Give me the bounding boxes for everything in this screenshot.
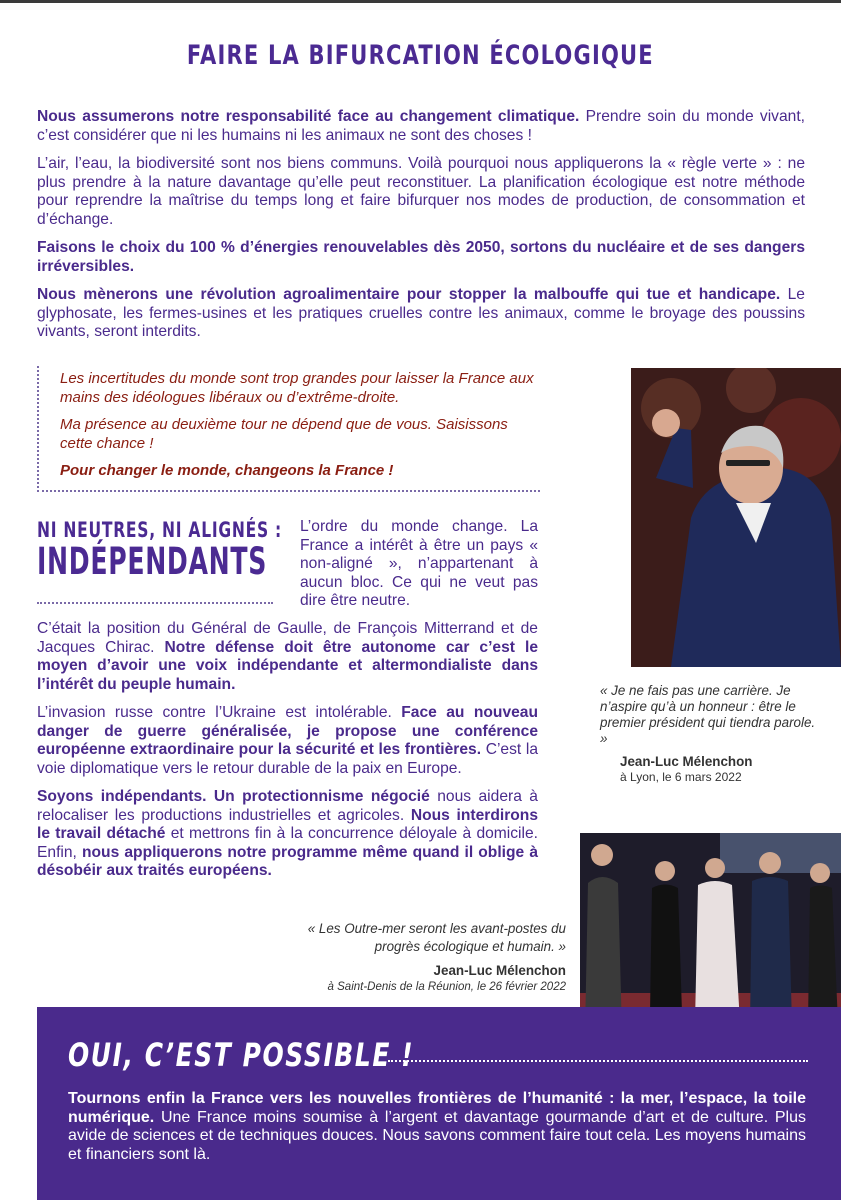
quote-line-2: Ma présence au deuxième tour ne dépend que de vous. Saisissons cette chance ! — [60, 416, 508, 452]
section-heading — [37, 518, 282, 583]
s2-p3-text-b: et mettrons fin à la concurrence déloyale à domicile. Enfin, — [37, 825, 538, 861]
intro-p4-rest: Le glyphosate, les fermes-usines et les pratiques cruelles contre les animaux, comme le broyage des poussins vivants, seront interdits. — [37, 286, 805, 340]
s2-p2-bold: Face au nouveau danger de guerre généralisée, je propose une conférence européenne extraordinaire pour la sécurité et les frontières. — [37, 704, 538, 758]
caption-2-quote: « Les Outre-mer seront les avant-postes du progrès écologique et humain. » — [307, 921, 566, 954]
intro-p4-bold: Nous mènerons une révolution agroalimentaire pour stopper la malbouffe qui tue et handicape. — [37, 286, 781, 303]
band-text — [68, 1090, 806, 1164]
band-divider — [388, 1060, 808, 1062]
section-paragraph-3 — [37, 788, 538, 881]
caption-1-quote: « Je ne fais pas une carrière. Je n’aspire qu’à un honneur : être le premier président qui tiendra parole. » — [600, 683, 816, 746]
intro-p1-bold: Nous assumerons notre responsabilité face au changement climatique. — [37, 108, 580, 125]
intro-paragraph-4 — [37, 286, 805, 342]
photo-caption-2 — [280, 920, 566, 994]
caption-2-name: Jean-Luc Mélenchon — [433, 963, 566, 978]
caption-1-name: Jean-Luc Mélenchon — [620, 754, 753, 769]
s2-p3-text-a: nous aidera à relocaliser les productions industrielles et agricoles. — [37, 788, 538, 824]
intro-p1-rest: Prendre soin du monde vivant, c’est considérer que ni les humains ni les animaux ne sont des choses ! — [37, 108, 805, 144]
section-body — [37, 620, 538, 891]
band-text-bold: Tournons enfin la France vers les nouvelles frontières de l’humanité : la mer, l’espace, la toile numérique. — [68, 1090, 806, 1126]
s2-p3-bold1: Soyons indépendants. Un protectionnisme négocié — [37, 788, 430, 805]
intro-paragraph-3: Faisons le choix du 100 % d’énergies renouvelables dès 2050, sortons du nucléaire et de ses dangers irréversibles. — [37, 239, 805, 275]
s2-p2-rest: C’est la voie diplomatique vers le retour durable de la paix en Europe. — [37, 741, 538, 777]
page-title: FAIRE LA BIFURCATION ÉCOLOGIQUE — [186, 40, 654, 71]
caption-2-date: à Saint-Denis de la Réunion, le 26 février 2022 — [327, 981, 566, 993]
candidate-photo-illustration — [631, 368, 841, 667]
s2-p3-bold2: Nous interdirons le travail détaché — [37, 806, 538, 842]
s2-p1-bold: Notre défense doit être autonome car c’est le moyen d’avoir une voix indépendante et altermondialiste dans l’intérêt du peuple humain. — [37, 638, 538, 693]
section-paragraph-1 — [37, 620, 538, 694]
photo-caption-1 — [600, 683, 822, 784]
section-side-text: L’ordre du monde change. La France a intérêt à être un pays « non-aligné », n’appartenant à aucun bloc. Ce qui ne veut pas dire être neutre. — [300, 518, 538, 609]
intro-section — [37, 108, 805, 352]
section-heading-small: NI NEUTRES, NI ALIGNÉS : — [37, 518, 282, 542]
s2-p2-text: L’invasion russe contre l’Ukraine est intolérable. — [37, 704, 402, 721]
section-heading-big: INDÉPENDANTS — [37, 540, 268, 583]
intro-paragraph-1 — [37, 108, 805, 145]
quote-line-3: Pour changer le monde, changeons la France ! — [60, 462, 394, 479]
intro-paragraph-2: L’air, l’eau, la biodiversité sont nos biens communs. Voilà pourquoi nous appliquerons la « règle verte » : ne plus prendre à la nature davantage qu’elle peut reconstituer. La planification écologique est notre méthode pour reprendre la maîtrise du temps long et faire bifurquer nos modes de production, de consommation et d’échange. — [37, 155, 805, 228]
s2-p3-bold3: nous appliquerons notre programme même quand il oblige à désobéir aux traités européens. — [37, 843, 538, 879]
candidate-quote-box — [37, 366, 540, 492]
caption-1-date: à Lyon, le 6 mars 2022 — [620, 770, 742, 784]
top-rule — [0, 0, 841, 3]
band-text-rest: Une France moins soumise à l’argent et davantage gourmande d’art et de culture. Plus avide de sciences et de techniques douces. Nous savons comment faire tout cela. Les moyens humains et financiers sont là. — [68, 1108, 806, 1163]
s2-p1-text: C’était la position du Général de Gaulle, de François Mitterrand et de Jacques Chirac. — [37, 620, 538, 656]
section-paragraph-2 — [37, 704, 538, 778]
candidate-photo — [631, 368, 841, 667]
quote-line-1: Les incertitudes du monde sont trop grandes pour laisser la France aux mains des idéologues libéraux ou d’extrême-droite. — [60, 370, 534, 406]
heading-divider — [37, 602, 273, 604]
band-title: OUI, C’EST POSSIBLE ! — [68, 1036, 415, 1074]
